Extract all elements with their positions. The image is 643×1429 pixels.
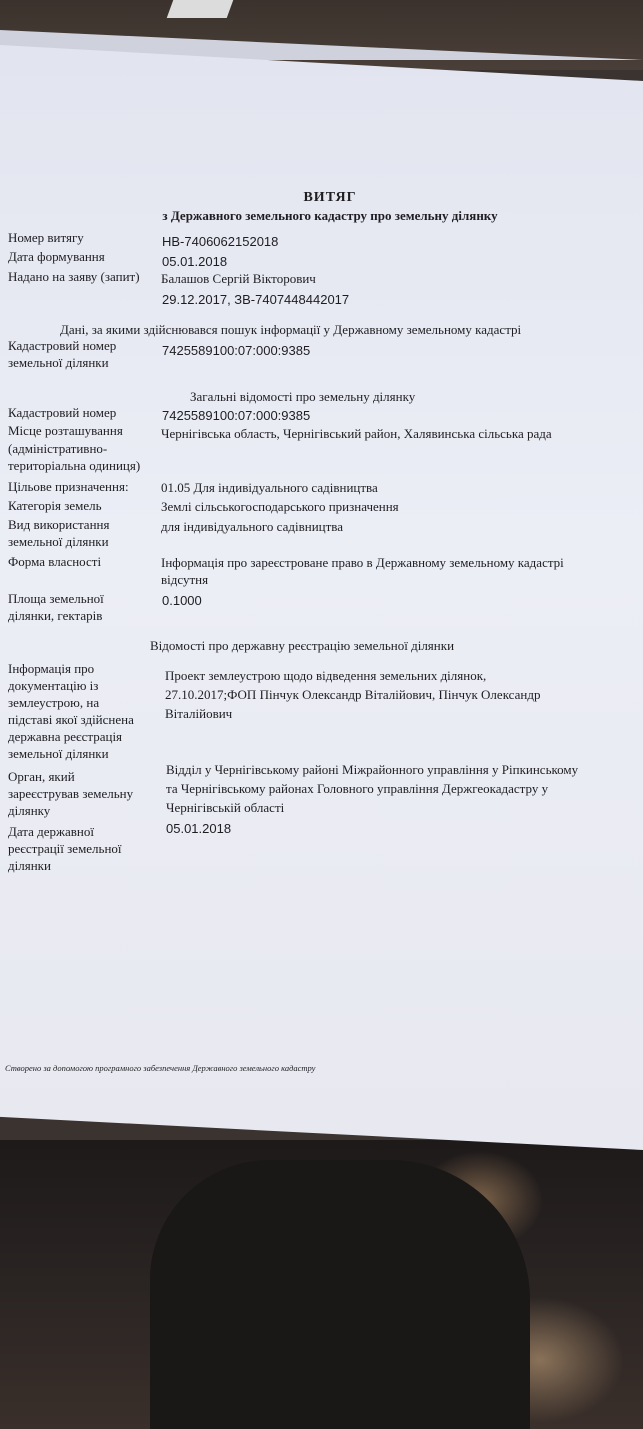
regdate-label-1: Дата державної bbox=[8, 824, 95, 839]
area-label-2: ділянки, гектарів bbox=[8, 608, 103, 623]
general-cadastral-label: Кадастровий номер bbox=[8, 405, 117, 420]
ownership-value-2: відсутня bbox=[161, 572, 209, 587]
issued-label: Надано на заяву (запит) bbox=[8, 269, 140, 284]
extract-number-label: Номер витягу bbox=[8, 230, 84, 245]
location-label-2: (адміністративно- bbox=[8, 441, 108, 456]
area-label: Площа земельної bbox=[8, 591, 104, 606]
docs-label-3: землеустрою, на bbox=[8, 695, 100, 710]
authority-label-2: зареєстрував земельну bbox=[8, 786, 134, 801]
category-label: Категорія земель bbox=[8, 498, 102, 513]
location-label-3: територіальна одиниця) bbox=[8, 458, 141, 473]
dark-sleeve bbox=[150, 1160, 530, 1429]
docs-value-2: 27.10.2017;ФОП Пінчук Олександр Віталійович, Пінчук Олександр bbox=[165, 687, 541, 702]
location-label: Місце розташування bbox=[8, 423, 123, 438]
document-title: ВИТЯГ bbox=[303, 190, 357, 205]
regdate-label-3: ділянки bbox=[8, 858, 51, 873]
envelope-corner bbox=[167, 0, 234, 18]
search-heading: Дані, за якими здійснювався пошук інформації у Державному земельному кадастрі bbox=[60, 322, 522, 337]
docs-label-6: земельної ділянки bbox=[8, 746, 109, 761]
issued-request: 29.12.2017, ЗВ-7407448442017 bbox=[162, 292, 350, 307]
docs-value-1: Проект землеустрою щодо відведення земельних ділянок, bbox=[165, 668, 487, 683]
search-cadastral-label-2: земельної ділянки bbox=[8, 355, 109, 370]
area-value: 0.1000 bbox=[162, 593, 202, 608]
docs-label-5: державна реєстрація bbox=[8, 729, 123, 744]
authority-value-2: та Чернігівському районах Головного управління Держгеокадастру у bbox=[166, 781, 549, 796]
extract-date-value: 05.01.2018 bbox=[162, 254, 228, 269]
regdate-label-2: реєстрації земельної bbox=[8, 841, 122, 856]
regdate-value: 05.01.2018 bbox=[166, 821, 232, 836]
issued-name: Балашов Сергій Вікторович bbox=[161, 271, 316, 286]
purpose-value: 01.05 Для індивідуального садівництва bbox=[161, 480, 378, 495]
usage-value: для індивідуального садівництва bbox=[161, 519, 344, 534]
extract-date-label: Дата формування bbox=[8, 249, 105, 264]
docs-label-1: Інформація про bbox=[8, 661, 95, 676]
document-subtitle: з Державного земельного кадастру про земельну ділянку bbox=[162, 208, 498, 223]
authority-value-1: Відділ у Чернігівському районі Міжрайонного управління у Ріпкинському bbox=[166, 762, 579, 777]
ownership-value: Інформація про зареєстроване право в Державному земельному кадастрі bbox=[161, 555, 564, 570]
location-value: Чернігівська область, Чернігівський район, Халявинська сільська рада bbox=[161, 426, 552, 441]
authority-label-1: Орган, який bbox=[8, 769, 75, 784]
docs-value-3: Віталійович bbox=[165, 706, 233, 721]
docs-label-2: документацію із bbox=[8, 678, 99, 693]
general-heading: Загальні відомості про земельну ділянку bbox=[190, 389, 416, 404]
search-cadastral-value: 7425589100:07:000:9385 bbox=[162, 343, 311, 358]
registration-heading: Відомості про державну реєстрацію земельної ділянки bbox=[150, 638, 455, 653]
usage-label: Вид використання bbox=[8, 517, 110, 532]
authority-label-3: ділянку bbox=[8, 803, 51, 818]
ownership-label: Форма власності bbox=[8, 554, 102, 569]
footer-note: Створено за допомогою програмного забезпечення Державного земельного кадастру bbox=[5, 1063, 316, 1073]
search-cadastral-label: Кадастровий номер bbox=[8, 338, 117, 353]
extract-number-value: НВ-7406062152018 bbox=[162, 234, 279, 249]
docs-label-4: підставі якої здійснена bbox=[8, 712, 134, 727]
purpose-label: Цільове призначення: bbox=[8, 479, 129, 494]
usage-label-2: земельної ділянки bbox=[8, 534, 109, 549]
category-value: Землі сільськогосподарського призначення bbox=[161, 499, 399, 514]
general-cadastral-value: 7425589100:07:000:9385 bbox=[162, 408, 311, 423]
authority-value-3: Чернігівській області bbox=[166, 800, 285, 815]
